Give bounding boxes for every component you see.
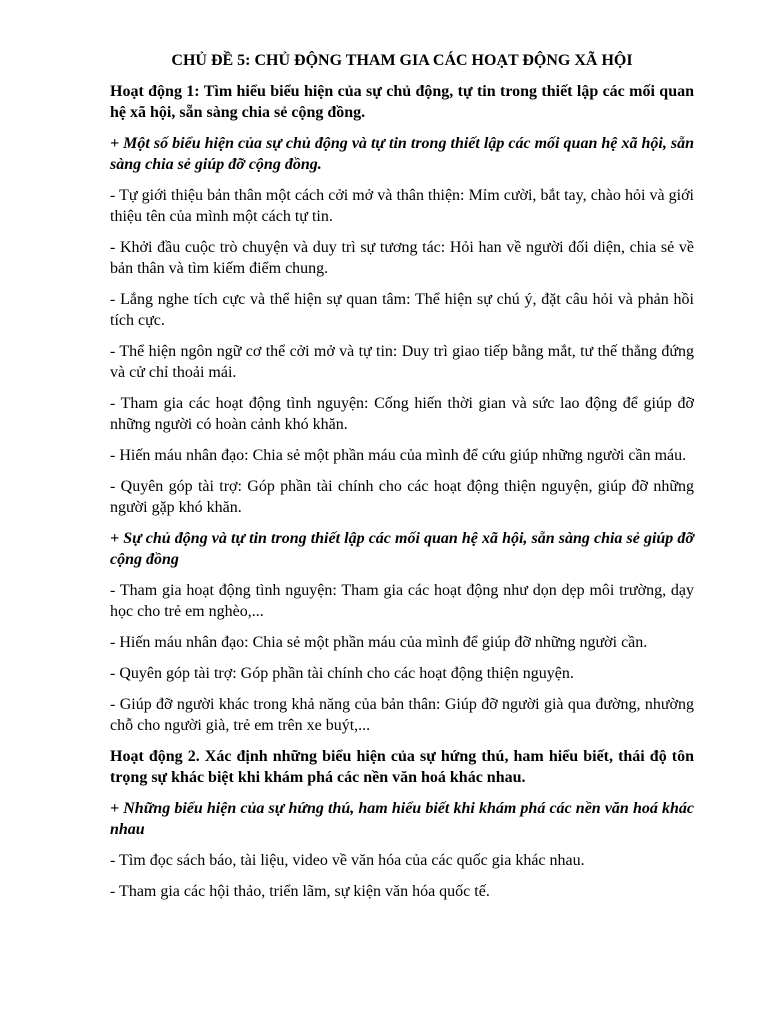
list-item: - Giúp đỡ người khác trong khả năng của bản thân: Giúp đỡ người già qua đường, nhường chỗ cho người già, trẻ em trên xe buýt,... [110,696,694,734]
list-item: - Tham gia các hội thảo, triển lãm, sự kiện văn hóa quốc tế. [110,883,490,900]
section-subheading: + Sự chủ động và tự tin trong thiết lập các mối quan hệ xã hội, sẵn sàng chia sẻ giúp đỡ cộng đồng [110,530,694,568]
list-item: - Quyên góp tài trợ: Góp phần tài chính cho các hoạt động thiện nguyện. [110,665,574,682]
document-page [110,50,694,912]
list-item: - Quyên góp tài trợ: Góp phần tài chính cho các hoạt động thiện nguyện, giúp đỡ những người gặp khó khăn. [110,478,694,516]
document-title: CHỦ ĐỀ 5: CHỦ ĐỘNG THAM GIA CÁC HOẠT ĐỘNG XÃ HỘI [171,52,633,69]
section-subheading: + Những biểu hiện của sự hứng thú, ham hiểu biết khi khám phá các nền văn hoá khác nhau [110,800,694,838]
list-item: - Tìm đọc sách báo, tài liệu, video về văn hóa của các quốc gia khác nhau. [110,852,585,869]
list-item: - Tham gia các hoạt động tình nguyện: Cống hiến thời gian và sức lao động để giúp đỡ những người có hoàn cảnh khó khăn. [110,395,694,433]
section-subheading: + Một số biểu hiện của sự chủ động và tự tin trong thiết lập các mối quan hệ xã hội, sẵn sàng chia sẻ giúp đỡ cộng đồng. [110,135,694,173]
list-item: - Tự giới thiệu bản thân một cách cởi mở và thân thiện: Mỉm cười, bắt tay, chào hỏi và giới thiệu tên của mình một cách tự tin. [110,187,694,225]
activity-1-heading: Hoạt động 1: Tìm hiểu biểu hiện của sự chủ động, tự tin trong thiết lập các mối quan hệ xã hội, sẵn sàng chia sẻ cộng đồng. [110,83,694,121]
list-item: - Hiến máu nhân đạo: Chia sẻ một phần máu của mình để giúp đỡ những người cần. [110,634,648,651]
list-item: - Thể hiện ngôn ngữ cơ thể cởi mở và tự tin: Duy trì giao tiếp bằng mắt, tư thế thẳng đứng và cử chỉ thoải mái. [110,343,694,381]
activity-2-heading: Hoạt động 2. Xác định những biểu hiện của sự hứng thú, ham hiểu biết, thái độ tôn trọng sự khác biệt khi khám phá các nền văn hoá khác nhau. [110,748,694,786]
list-item: - Tham gia hoạt động tình nguyện: Tham gia các hoạt động như dọn dẹp môi trường, dạy học cho trẻ em nghèo,... [110,582,694,620]
list-item: - Khởi đầu cuộc trò chuyện và duy trì sự tương tác: Hỏi han về người đối diện, chia sẻ về bản thân và tìm kiếm điểm chung. [110,239,694,277]
list-item: - Hiến máu nhân đạo: Chia sẻ một phần máu của mình để cứu giúp những người cần máu. [110,447,687,464]
list-item: - Lắng nghe tích cực và thể hiện sự quan tâm: Thể hiện sự chú ý, đặt câu hỏi và phản hồi tích cực. [110,291,694,329]
